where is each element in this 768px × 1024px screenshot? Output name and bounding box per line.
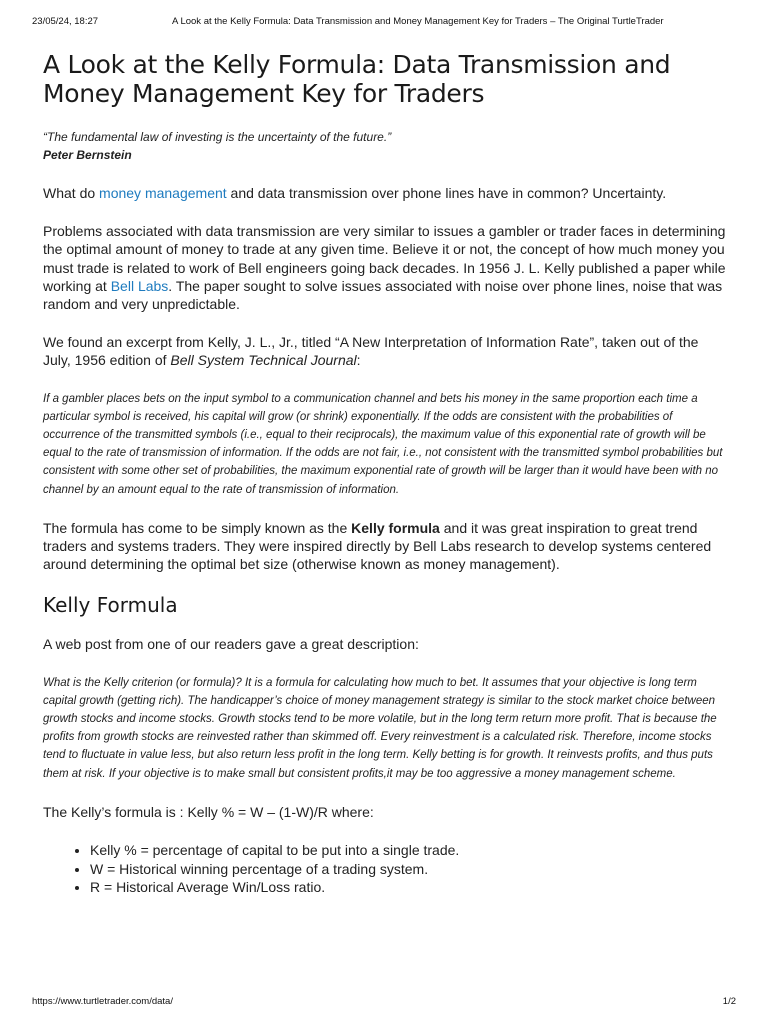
journal-name: Bell System Technical Journal <box>170 352 357 369</box>
epigraph-author: Peter Bernstein <box>43 148 132 162</box>
intro-paragraph <box>43 184 727 202</box>
excerpt-intro-colon: : <box>356 352 361 369</box>
epigraph <box>43 128 727 164</box>
kelly-formula-bold: Kelly formula <box>351 519 440 536</box>
reader-post-quote: What is the Kelly criterion (or formula)? It is a formula for calculating how much to bet. It assumes that your objective is long term capital growth (getting rich). The handicapper’s choice of money management strategy is similar to the stock market choice between growth stocks and income stocks. Growth stocks tend to be more volatile, but in the long term return more profit. That is because the profits from growth stocks are reinvested rather than skimmed off. Every reinvestment is a calculated risk. Therefore, income stocks tend to fluctuate in value less, but also return less profit in the long term. Kelly betting is for growth. It reinvests profits, and thus puts them at risk. If your objective is to make small but consistent profits,it may be too aggressive a money management scheme. <box>43 676 717 780</box>
history-paragraph <box>43 222 727 313</box>
list-item: • W = Historical winning percentage of a trading system. <box>90 860 727 879</box>
article <box>43 50 727 897</box>
print-date: 23/05/24, 18:27 <box>32 16 99 27</box>
section-heading-kelly-formula: Kelly Formula <box>43 593 178 618</box>
article-title: A Look at the Kelly Formula: Data Transmission and Money Management Key for Traders <box>43 50 671 108</box>
excerpt-intro-text: We found an excerpt from Kelly, J. L., Jr., titled “A New Interpretation of Information Rate”, taken out of the July, 1956 edition of <box>43 334 699 369</box>
intro-text-start: What do <box>43 185 100 201</box>
list-item: • Kelly % = percentage of capital to be put into a single trade. <box>90 841 727 860</box>
reader-post-intro: A web post from one of our readers gave a great description: <box>43 636 419 653</box>
list-item: • R = Historical Average Win/Loss ratio. <box>90 878 727 897</box>
formula-definitions-list <box>43 841 727 897</box>
kelly-formula-equation: The Kelly’s formula is : Kelly % = W – (1-W)/R where: <box>43 803 374 820</box>
history-text-start: Problems associated with data transmission are very similar to issues a gambler or trader faces in determining the optimal amount of money to trade at any given time. Believe it or not, the concept of how much money you must trade is related to work of Bell engineers going back decades. In 1956 J. L. Kelly published a paper while working at <box>43 223 726 294</box>
kelly-excerpt-quote: If a gambler places bets on the input symbol to a communication channel and bets his money in the same proportion each time a particular symbol is received, his capital will grow (or shrink) exponentially. If the odds are consistent with the probabilities of occurrence of the transmitted symbols (i.e., equal to their reciprocals), the maximum value of this exponential rate of growth will be equal to the rate of transmission of information. If the odds are not fair, i.e., not consistent with the transmitted symbol probabilities but consistent with some other set of probabilities, the maximum exponential rate of growth will be larger than it would have been with no channel by an amount equal to the rate of transmission of information. <box>43 392 723 496</box>
intro-text-end: and data transmission over phone lines have in common? Uncertainty. <box>226 185 667 201</box>
epigraph-quote: “The fundamental law of investing is the uncertainty of the future.” <box>43 130 392 144</box>
formula-text-end: and it was great inspiration to great trend traders and systems traders. They were inspired directly by Bell Labs research to develop systems centered around determining the optimal bet size (otherwise known as money management). <box>43 519 712 573</box>
history-text-end: . The paper sought to solve issues associated with noise over phone lines, noise that was random and very unpredictable. <box>43 277 723 313</box>
formula-text-start: The formula has come to be simply known as the <box>43 519 352 536</box>
money-management-link[interactable]: money management <box>99 185 227 201</box>
formula-paragraph <box>43 519 727 574</box>
print-document-title: A Look at the Kelly Formula: Data Transmission and Money Management Key for Traders – The Original TurtleTrader <box>172 16 664 27</box>
page-url-link[interactable]: https://www.turtletrader.com/data/ <box>32 996 173 1007</box>
page-number: 1/2 <box>722 996 736 1007</box>
bell-labs-link[interactable]: Bell Labs <box>110 277 169 294</box>
excerpt-intro-paragraph <box>43 333 727 369</box>
